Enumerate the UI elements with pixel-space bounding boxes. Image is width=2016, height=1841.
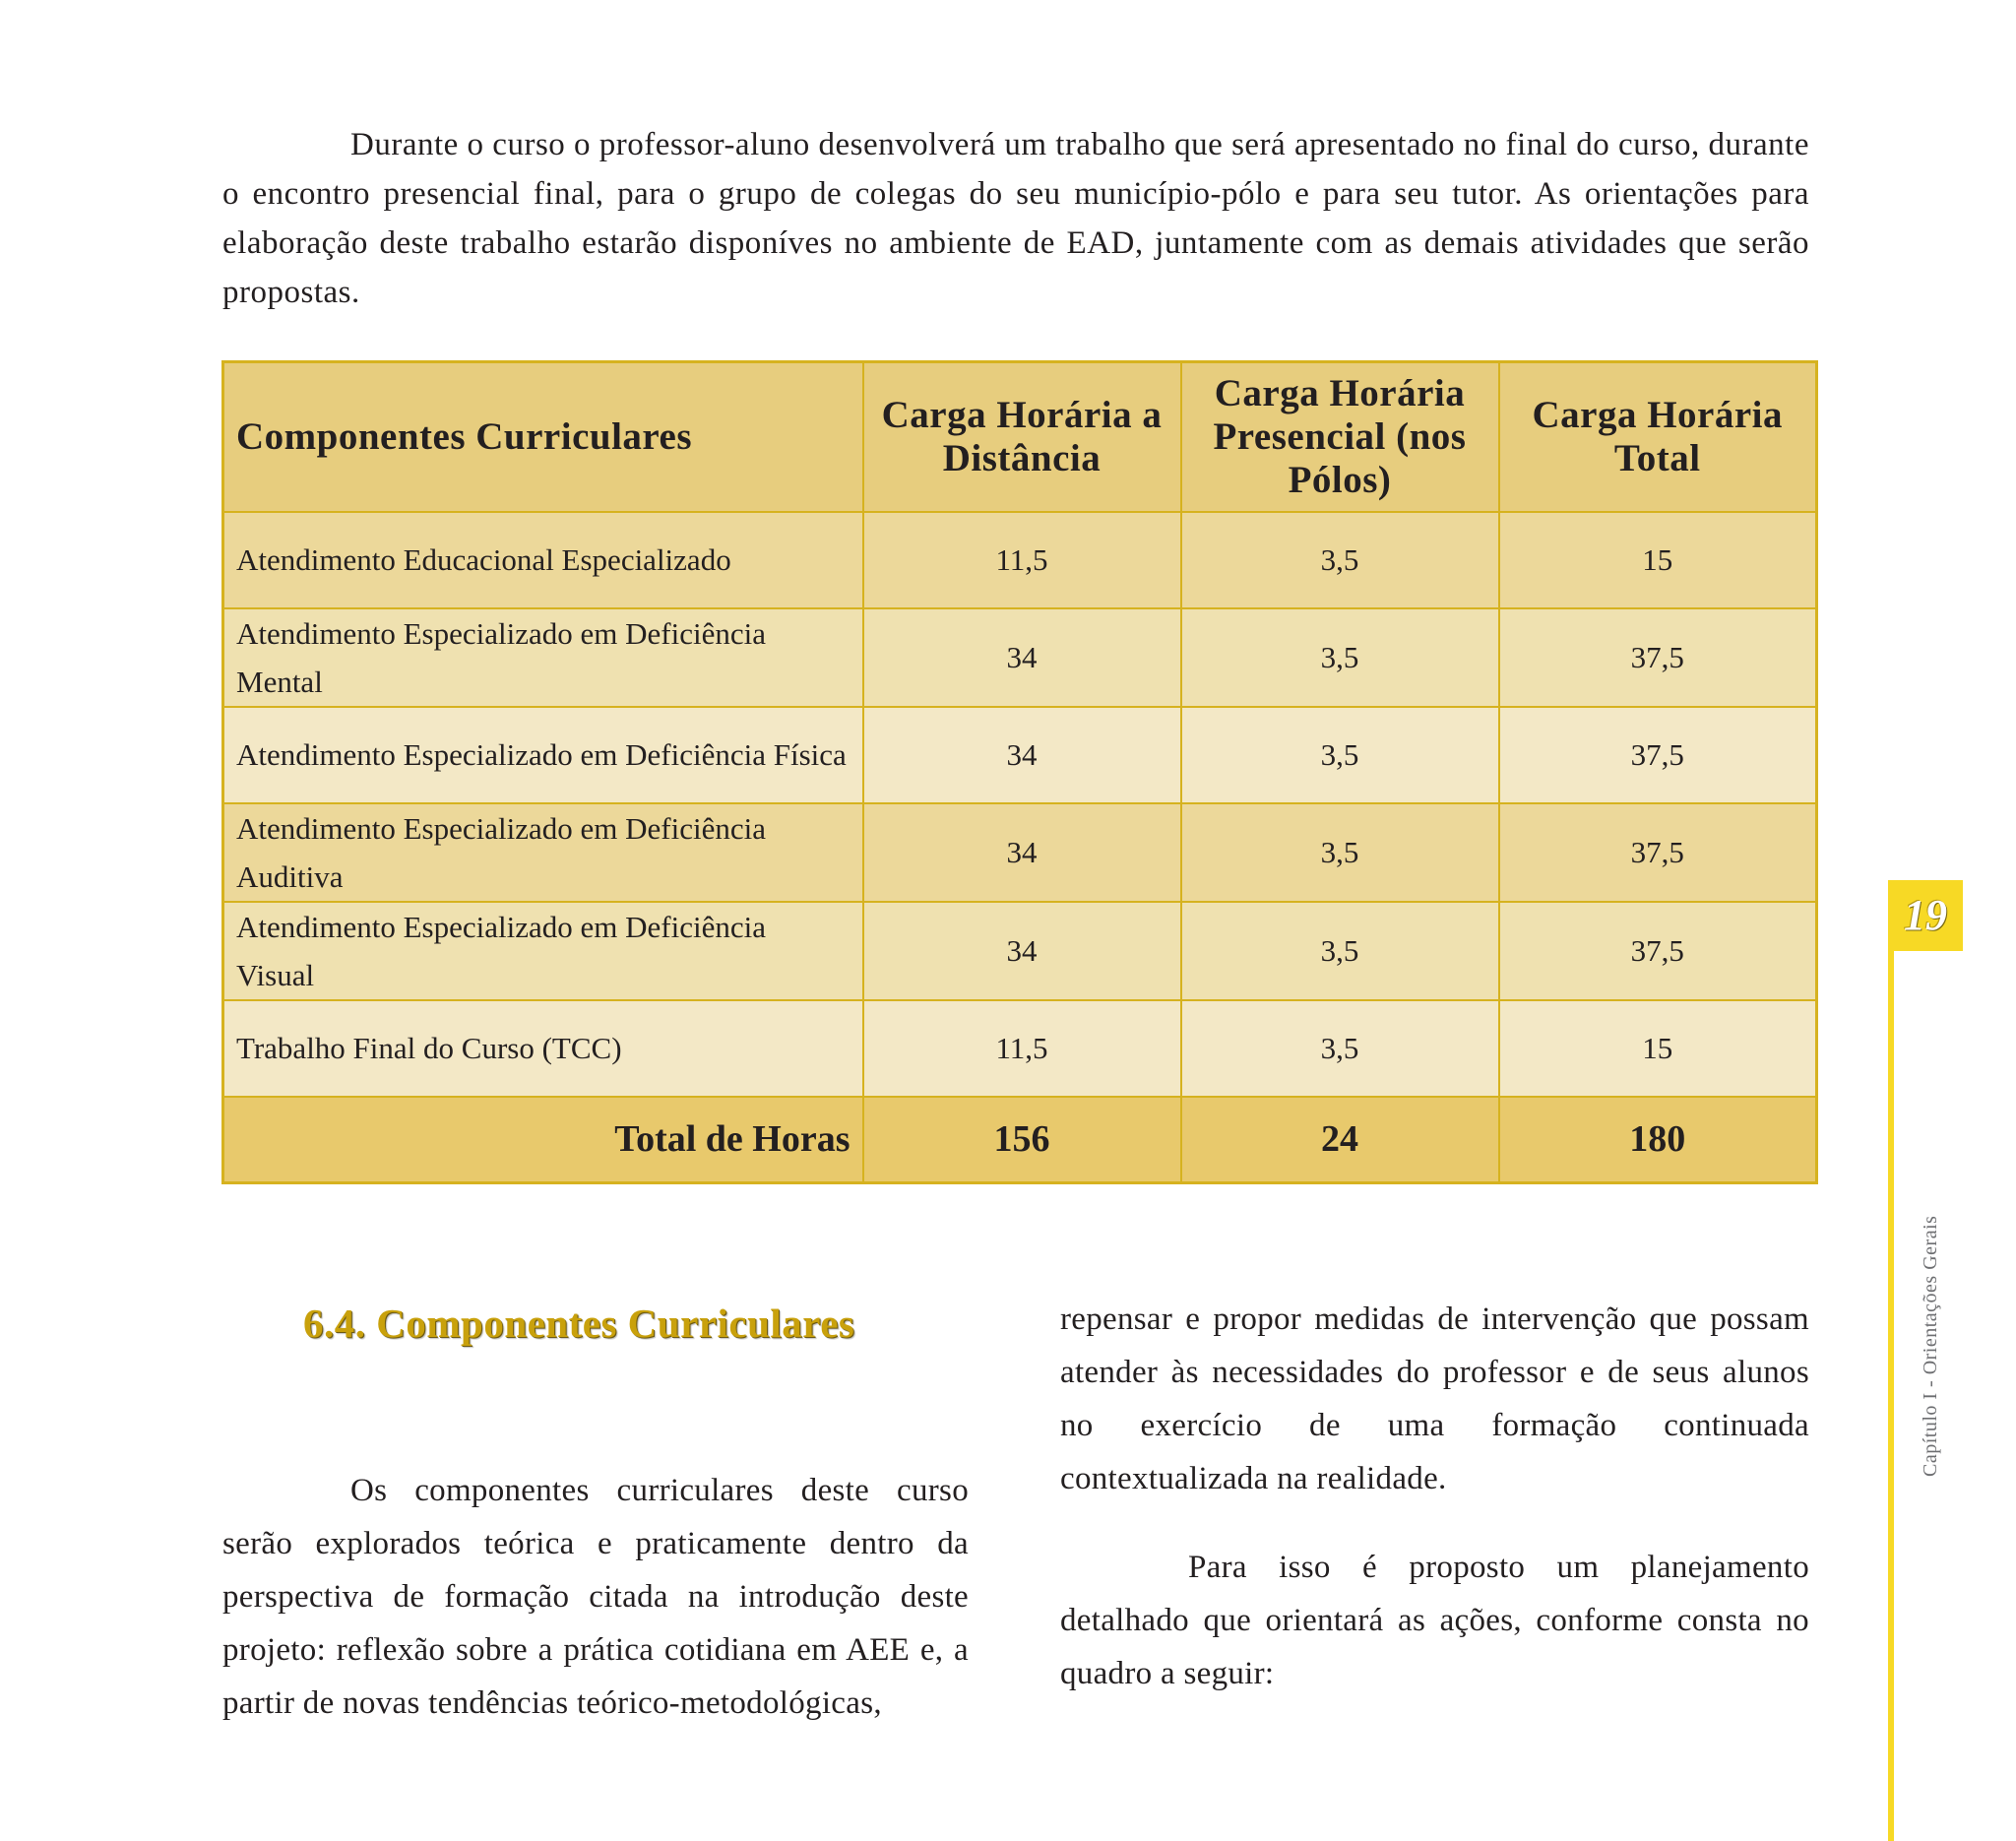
cell-component: Atendimento Especializado em Deficiência Auditiva	[223, 803, 863, 902]
cell-presential: 3,5	[1181, 707, 1499, 803]
cell-distance: 34	[863, 608, 1181, 707]
side-rule	[1888, 951, 1894, 1841]
cell-component: Trabalho Final do Curso (TCC)	[223, 1000, 863, 1097]
table-row	[223, 1000, 1817, 1097]
left-paragraph-text: Os componentes curriculares deste curso serão explorados teórica e praticamente dentro da perspectiva de formação citada na introdução deste projeto: reflexão sobre a prática cotidiana em AEE e, a partir de novas tendências teórico-metodológicas,	[222, 1473, 969, 1721]
cell-component: Atendimento Especializado em Deficiência Física	[223, 707, 863, 803]
table-row	[223, 902, 1817, 1000]
header-components: Componentes Curriculares	[223, 362, 863, 512]
cell-total: 37,5	[1499, 902, 1817, 1000]
cell-total: 37,5	[1499, 707, 1817, 803]
header-total-hours: Carga Horária Total	[1499, 362, 1817, 512]
cell-component: Atendimento Especializado em Deficiência Mental	[223, 608, 863, 707]
course-hours-table	[221, 360, 1818, 1184]
total-distance: 156	[863, 1097, 1181, 1183]
cell-total: 37,5	[1499, 608, 1817, 707]
table-header-row	[223, 362, 1817, 512]
cell-presential: 3,5	[1181, 608, 1499, 707]
left-column-paragraph	[222, 1464, 969, 1730]
cell-component: Atendimento Educacional Especializado	[223, 512, 863, 608]
page-number: 19	[1904, 891, 1947, 939]
right-paragraph-2-text: Para isso é proposto um planejamento detalhado que orientará as ações, conforme consta no quadro a seguir:	[1060, 1550, 1809, 1691]
table-row	[223, 803, 1817, 902]
cell-presential: 3,5	[1181, 512, 1499, 608]
cell-distance: 34	[863, 902, 1181, 1000]
cell-distance: 34	[863, 707, 1181, 803]
table-row	[223, 608, 1817, 707]
cell-presential: 3,5	[1181, 1000, 1499, 1097]
cell-distance: 11,5	[863, 1000, 1181, 1097]
cell-component: Atendimento Especializado em Deficiência Visual	[223, 902, 863, 1000]
section-title: 6.4. Componentes Curriculares	[303, 1301, 855, 1346]
cell-presential: 3,5	[1181, 803, 1499, 902]
intro-text: Durante o curso o professor-aluno desenvolverá um trabalho que será apresentado no final do curso, durante o encontro presencial final, para o grupo de colegas do seu município-pólo e para seu tutor. As orientações para elaboração deste trabalho estarão disponíves no ambiente de EAD, juntamente com as demais atividades que serão propostas.	[222, 127, 1809, 310]
table-total-row	[223, 1097, 1817, 1183]
right-column-paragraph-1: repensar e propor medidas de intervenção que possam atender às necessidades do professor e de seus alunos no exercício de uma formação continuada contextualizada na realidade.	[1060, 1301, 1809, 1496]
total-label: Total de Horas	[223, 1097, 863, 1183]
cell-total: 37,5	[1499, 803, 1817, 902]
cell-distance: 11,5	[863, 512, 1181, 608]
header-presential-hours: Carga Horária Presencial (nos Pólos)	[1181, 362, 1499, 512]
cell-total: 15	[1499, 1000, 1817, 1097]
intro-paragraph	[222, 120, 1809, 317]
table-row	[223, 512, 1817, 608]
right-column-paragraph-2	[1060, 1541, 1809, 1700]
total-hours: 180	[1499, 1097, 1817, 1183]
cell-total: 15	[1499, 512, 1817, 608]
chapter-caption: Capítulo I - Orientações Gerais	[1920, 1215, 1941, 1477]
table-row	[223, 707, 1817, 803]
cell-presential: 3,5	[1181, 902, 1499, 1000]
cell-distance: 34	[863, 803, 1181, 902]
total-presential: 24	[1181, 1097, 1499, 1183]
header-distance-hours: Carga Horária a Distância	[863, 362, 1181, 512]
